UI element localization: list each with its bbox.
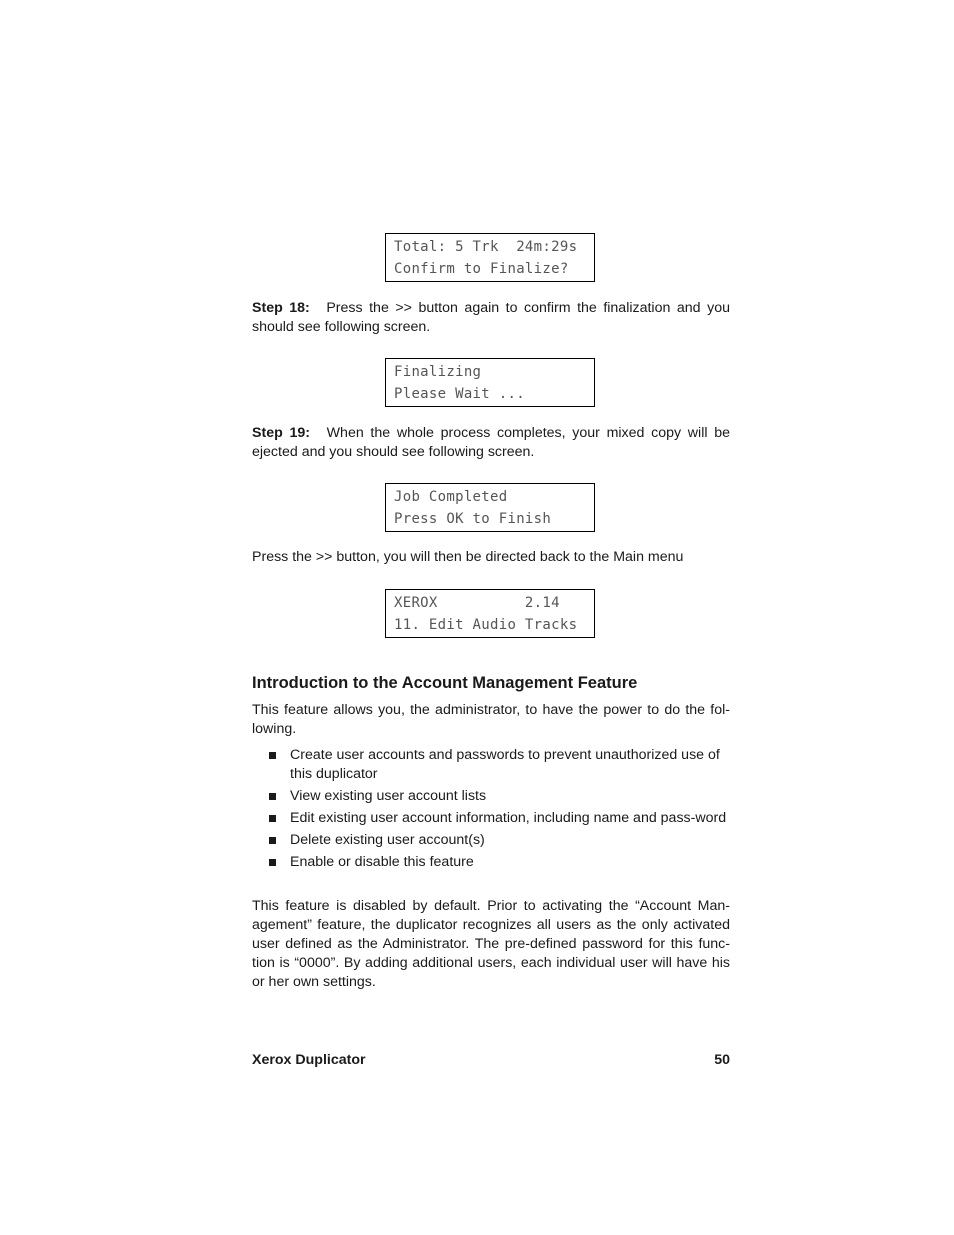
document-page	[252, 0, 730, 1235]
lcd-line: Job Completed	[394, 489, 508, 505]
section-closing-paragraph: This feature is disabled by default. Prior to activating the “Account Man-agement” feature, the duplicator recognizes all users as the only activated user defined as the Administrator. The pre-defined password for this func-tion is “0000”. By adding additional users, each individual user will have his or her own settings.	[252, 898, 730, 990]
list-item-text: Enable or disable this feature	[290, 854, 474, 870]
list-item-text: Edit existing user account information, including name and pass-word	[290, 810, 727, 826]
feature-bullet-list	[252, 746, 730, 875]
square-bullet-icon	[269, 815, 276, 822]
footer-title: Xerox Duplicator	[252, 1052, 366, 1068]
page-number: 50	[714, 1052, 730, 1068]
list-item-text: View existing user account lists	[290, 788, 487, 804]
list-item	[252, 809, 730, 828]
list-item-text: Delete existing user account(s)	[290, 832, 485, 848]
square-bullet-icon	[269, 859, 276, 866]
lcd-line: Please Wait ...	[394, 385, 525, 402]
lcd-screen-job-completed	[385, 483, 595, 532]
lcd-line: Total: 5 Trk 24m:29s	[394, 239, 578, 255]
list-item-text: Create user accounts and passwords to prevent unauthorized use of this duplicator	[290, 747, 720, 782]
lcd-line: Press OK to Finish	[394, 510, 552, 527]
step-18-paragraph	[252, 299, 730, 337]
step-18-label: Step 18:	[252, 300, 310, 316]
list-item	[252, 746, 730, 784]
square-bullet-icon	[269, 837, 276, 844]
step-19-label: Step 19:	[252, 425, 310, 441]
lcd-screen-main-menu	[385, 589, 595, 638]
lcd-line: 11. Edit Audio Tracks	[394, 616, 578, 633]
step-19-paragraph	[252, 424, 730, 462]
lcd-screen-finalizing	[385, 358, 595, 407]
lcd-screen-finalize-confirm	[385, 233, 595, 282]
section-heading: Introduction to the Account Management Feature	[252, 674, 638, 692]
list-item	[252, 787, 730, 806]
square-bullet-icon	[269, 793, 276, 800]
lcd-line: XEROX 2.14	[394, 595, 560, 611]
step-18-text: Press the >> button again to confirm the finalization and you should see following screen.	[252, 300, 730, 335]
list-item	[252, 831, 730, 850]
list-item	[252, 853, 730, 872]
square-bullet-icon	[269, 752, 276, 759]
step-19-text: When the whole process completes, your mixed copy will be ejected and you should see following screen.	[252, 425, 730, 460]
press-note-paragraph: Press the >> button, you will then be directed back to the Main menu	[252, 549, 684, 565]
lcd-line: Finalizing	[394, 364, 482, 380]
lcd-line: Confirm to Finalize?	[394, 260, 569, 277]
section-intro-paragraph: This feature allows you, the administrator, to have the power to do the fol-lowing.	[252, 702, 730, 737]
